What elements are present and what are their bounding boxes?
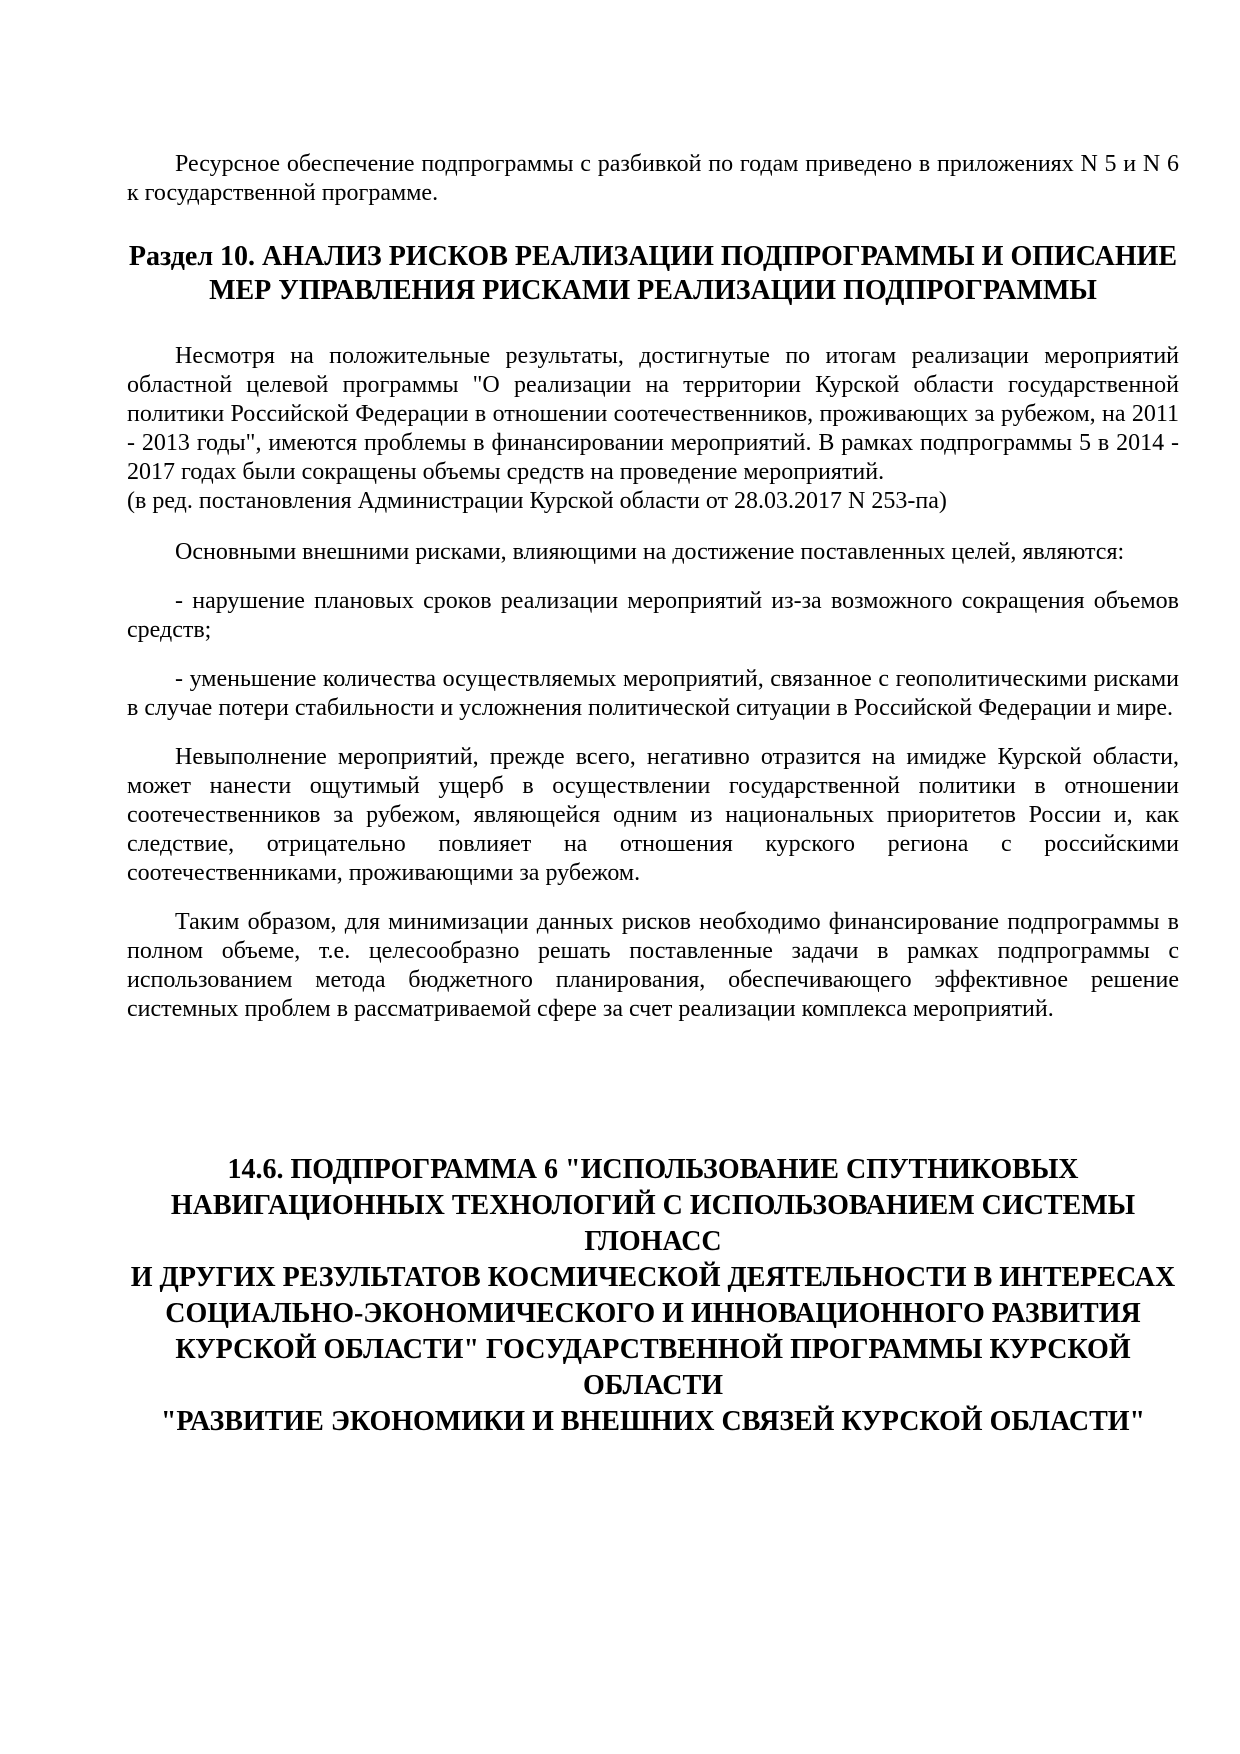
page-content <box>127 150 1179 1440</box>
amendment-note: (в ред. постановления Администрации Курской области от 28.03.2017 N 253-па) <box>127 488 947 514</box>
section-10-paragraph-3: Невыполнение мероприятий, прежде всего, негативно отразится на имидже Курской области, может нанести ощутимый ущерб в осуществлении государственной политики в отношении соотечественников за рубежом, являющейся одним из национальных приоритетов России и, как следствие, отрицательно повлияет на отношения курского региона с российскими соотечественниками, проживающими за рубежом. <box>127 744 1179 886</box>
subprogram-6-heading-line-2: И ДРУГИХ РЕЗУЛЬТАТОВ КОСМИЧЕСКОЙ ДЕЯТЕЛЬНОСТИ В ИНТЕРЕСАХ <box>130 1262 1176 1293</box>
subprogram-6-heading <box>127 1152 1179 1440</box>
section-10-paragraph-4: Таким образом, для минимизации данных рисков необходимо финансирование подпрограммы в полном объеме, т.е. целесообразно решать поставленные задачи в рамках подпрограммы с использованием метода бюджетного планирования, обеспечивающего эффективное решение системных проблем в рассматриваемой сфере за счет реализации комплекса мероприятий. <box>127 909 1179 1022</box>
subprogram-6-heading-line-4: "РАЗВИТИЕ ЭКОНОМИКИ И ВНЕШНИХ СВЯЗЕЙ КУРСКОЙ ОБЛАСТИ" <box>160 1406 1146 1437</box>
section-10-paragraph-2: Основными внешними рисками, влияющими на достижение поставленных целей, являются: <box>175 539 1125 565</box>
section-10-heading-line-1: Раздел 10. АНАЛИЗ РИСКОВ РЕАЛИЗАЦИИ ПОДПРОГРАММЫ И ОПИСАНИЕ <box>128 241 1178 272</box>
section-10-heading <box>127 240 1179 308</box>
resource-paragraph: Ресурсное обеспечение подпрограммы с разбивкой по годам приведено в приложениях N 5 и N 6 к государственной программе. <box>127 151 1179 206</box>
subprogram-6-heading-line-1: 14.6. ПОДПРОГРАММА 6 "ИСПОЛЬЗОВАНИЕ СПУТНИКОВЫХ НАВИГАЦИОННЫХ ТЕХНОЛОГИЙ С ИСПОЛЬЗОВАНИЕМ СИСТЕМЫ ГЛОНАСС <box>170 1154 1136 1257</box>
section-10-paragraph-1: Несмотря на положительные результаты, достигнутые по итогам реализации мероприятий областной целевой программы "О реализации на территории Курской области государственной политики Российской Федерации в отношении соотечественников, проживающих за рубежом, на 2011 - 2013 годы", имеются проблемы в финансировании мероприятий. В рамках подпрограммы 5 в 2014 - 2017 годах были сокращены объемы средств на проведение мероприятий. <box>127 343 1179 485</box>
risk-item-1: - нарушение плановых сроков реализации мероприятий из-за возможного сокращения объемов средств; <box>127 588 1179 643</box>
section-10-heading-line-2: МЕР УПРАВЛЕНИЯ РИСКАМИ РЕАЛИЗАЦИИ ПОДПРОГРАММЫ <box>209 275 1097 306</box>
subprogram-6-heading-line-3: СОЦИАЛЬНО-ЭКОНОМИЧЕСКОГО И ИННОВАЦИОННОГО РАЗВИТИЯ КУРСКОЙ ОБЛАСТИ" ГОСУДАРСТВЕННОЙ ПРОГРАММЫ КУРСКОЙ ОБЛАСТИ <box>165 1298 1141 1401</box>
risk-item-2: - уменьшение количества осуществляемых мероприятий, связанное с геополитическими рисками в случае потери стабильности и усложнения политической ситуации в Российской Федерации и мире. <box>127 666 1179 721</box>
